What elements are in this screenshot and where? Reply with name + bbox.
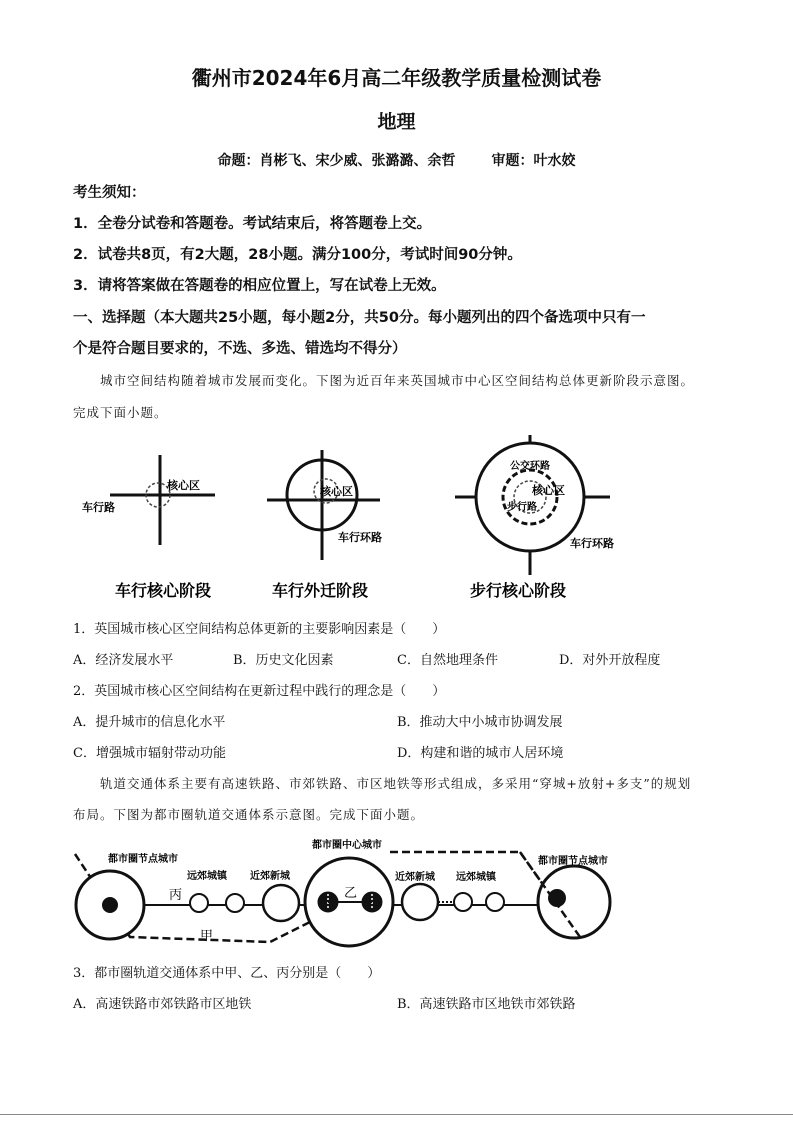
fig2-near-city-left-label: 近郊新城 <box>250 871 290 882</box>
passage2-line2: 布局。下图为都市圈轨道交通体系示意图。完成下面小题。 <box>73 807 425 822</box>
stage3-ring-label: 车行环路 <box>570 537 614 550</box>
q1-option-a: A．经济发展水平 <box>73 653 174 668</box>
q2-option-d: D．构建和谐的城市人居环境 <box>397 746 564 761</box>
figure-urban-core-stages <box>70 425 630 610</box>
reviewer-text: 审题：叶水姣 <box>491 153 576 169</box>
fig2-center-label: 都市圈中心城市 <box>312 840 382 851</box>
page-bottom-rule <box>0 1114 793 1115</box>
paper-title: 衢州市2024年6月高二年级教学质量检测试卷 <box>191 66 602 90</box>
fig2-right-node-label: 都市圈节点城市 <box>538 856 608 867</box>
section-heading-line2: 个是符合题目要求的，不选、多选、错选均不得分） <box>73 341 407 357</box>
question-2-stem: 2．英国城市核心区空间结构在更新过程中践行的理念是（ ） <box>73 684 446 699</box>
q1-option-c: C．自然地理条件 <box>397 653 498 668</box>
q3-option-b: B．高速铁路市区地铁市郊铁路 <box>397 997 576 1012</box>
stage3-bus-ring-label: 公交环路 <box>510 461 550 472</box>
passage2-line1: 轨道交通体系主要有高速铁路、市郊铁路、市区地铁等形式组成，多采用“穿城+放射+多支”的规划 <box>100 776 692 791</box>
stage1-road-label: 车行路 <box>82 501 115 514</box>
question-3-stem: 3．都市圈轨道交通体系中甲、乙、丙分别是（ ） <box>73 966 381 981</box>
notice-heading: 考生须知： <box>73 185 146 201</box>
stage3-walk-label: 步行路 <box>507 502 537 513</box>
notice-item-2: 2．试卷共8页，有2大题，28小题。满分100分，考试时间90分钟。 <box>73 247 522 263</box>
q3-option-a: A．高速铁路市郊铁路市区地铁 <box>73 997 252 1012</box>
q2-option-a: A．提升城市的信息化水平 <box>73 715 226 730</box>
fig2-label-jia: 甲 <box>200 929 214 944</box>
authors-text: 命题：肖彬飞、宋少威、张潞潞、余哲 <box>217 153 456 169</box>
paper-authors <box>0 150 793 170</box>
q2-option-b: B．推动大中小城市协调发展 <box>397 715 563 730</box>
stage1-core-label: 核心区 <box>167 479 200 492</box>
stage1-diagram <box>82 455 215 545</box>
stage1-caption: 车行核心阶段 <box>115 581 212 600</box>
notice-item-3: 3．请将答案做在答题卷的相应位置上，写在试卷上无效。 <box>73 278 446 294</box>
stage2-core-label: 核心区 <box>320 485 353 498</box>
fig2-far-town-left-label: 远郊城镇 <box>187 871 227 882</box>
q1-option-b: B．历史文化因素 <box>233 653 334 668</box>
fig2-label-bing: 丙 <box>169 888 183 903</box>
passage1-line1: 城市空间结构随着城市发展而变化。下图为近百年来英国城市中心区空间结构总体更新阶段示意图。 <box>100 373 695 388</box>
stage3-core-label: 核心区 <box>532 484 565 497</box>
fig2-far-town-right-label: 远郊城镇 <box>456 872 496 883</box>
fig2-label-yi: 乙 <box>344 886 358 901</box>
stage2-caption: 车行外迁阶段 <box>272 581 369 600</box>
notice-item-1: 1．全卷分试卷和答题卷。考试结束后，将答题卷上交。 <box>73 216 432 232</box>
stage3-caption: 步行核心阶段 <box>470 581 567 600</box>
stage3-diagram <box>455 435 614 575</box>
stage2-ring-label: 车行环路 <box>338 531 382 544</box>
section-heading-line1: 一、选择题（本大题共25小题，每小题2分，共50分。每小题列出的四个备选项中只有一 <box>73 310 646 326</box>
passage1-line2: 完成下面小题。 <box>73 405 168 420</box>
fig2-near-city-right-label: 近郊新城 <box>395 872 435 883</box>
q1-option-d: D．对外开放程度 <box>559 653 661 668</box>
fig2-left-node-label: 都市圈节点城市 <box>108 854 178 865</box>
question-1-stem: 1．英国城市核心区空间结构总体更新的主要影响因素是（ ） <box>73 622 446 637</box>
figure-metro-rail-system <box>70 832 630 954</box>
paper-subject: 地理 <box>377 111 416 133</box>
stage2-diagram <box>267 450 382 560</box>
q2-option-c: C．增强城市辐射带动功能 <box>73 746 226 761</box>
